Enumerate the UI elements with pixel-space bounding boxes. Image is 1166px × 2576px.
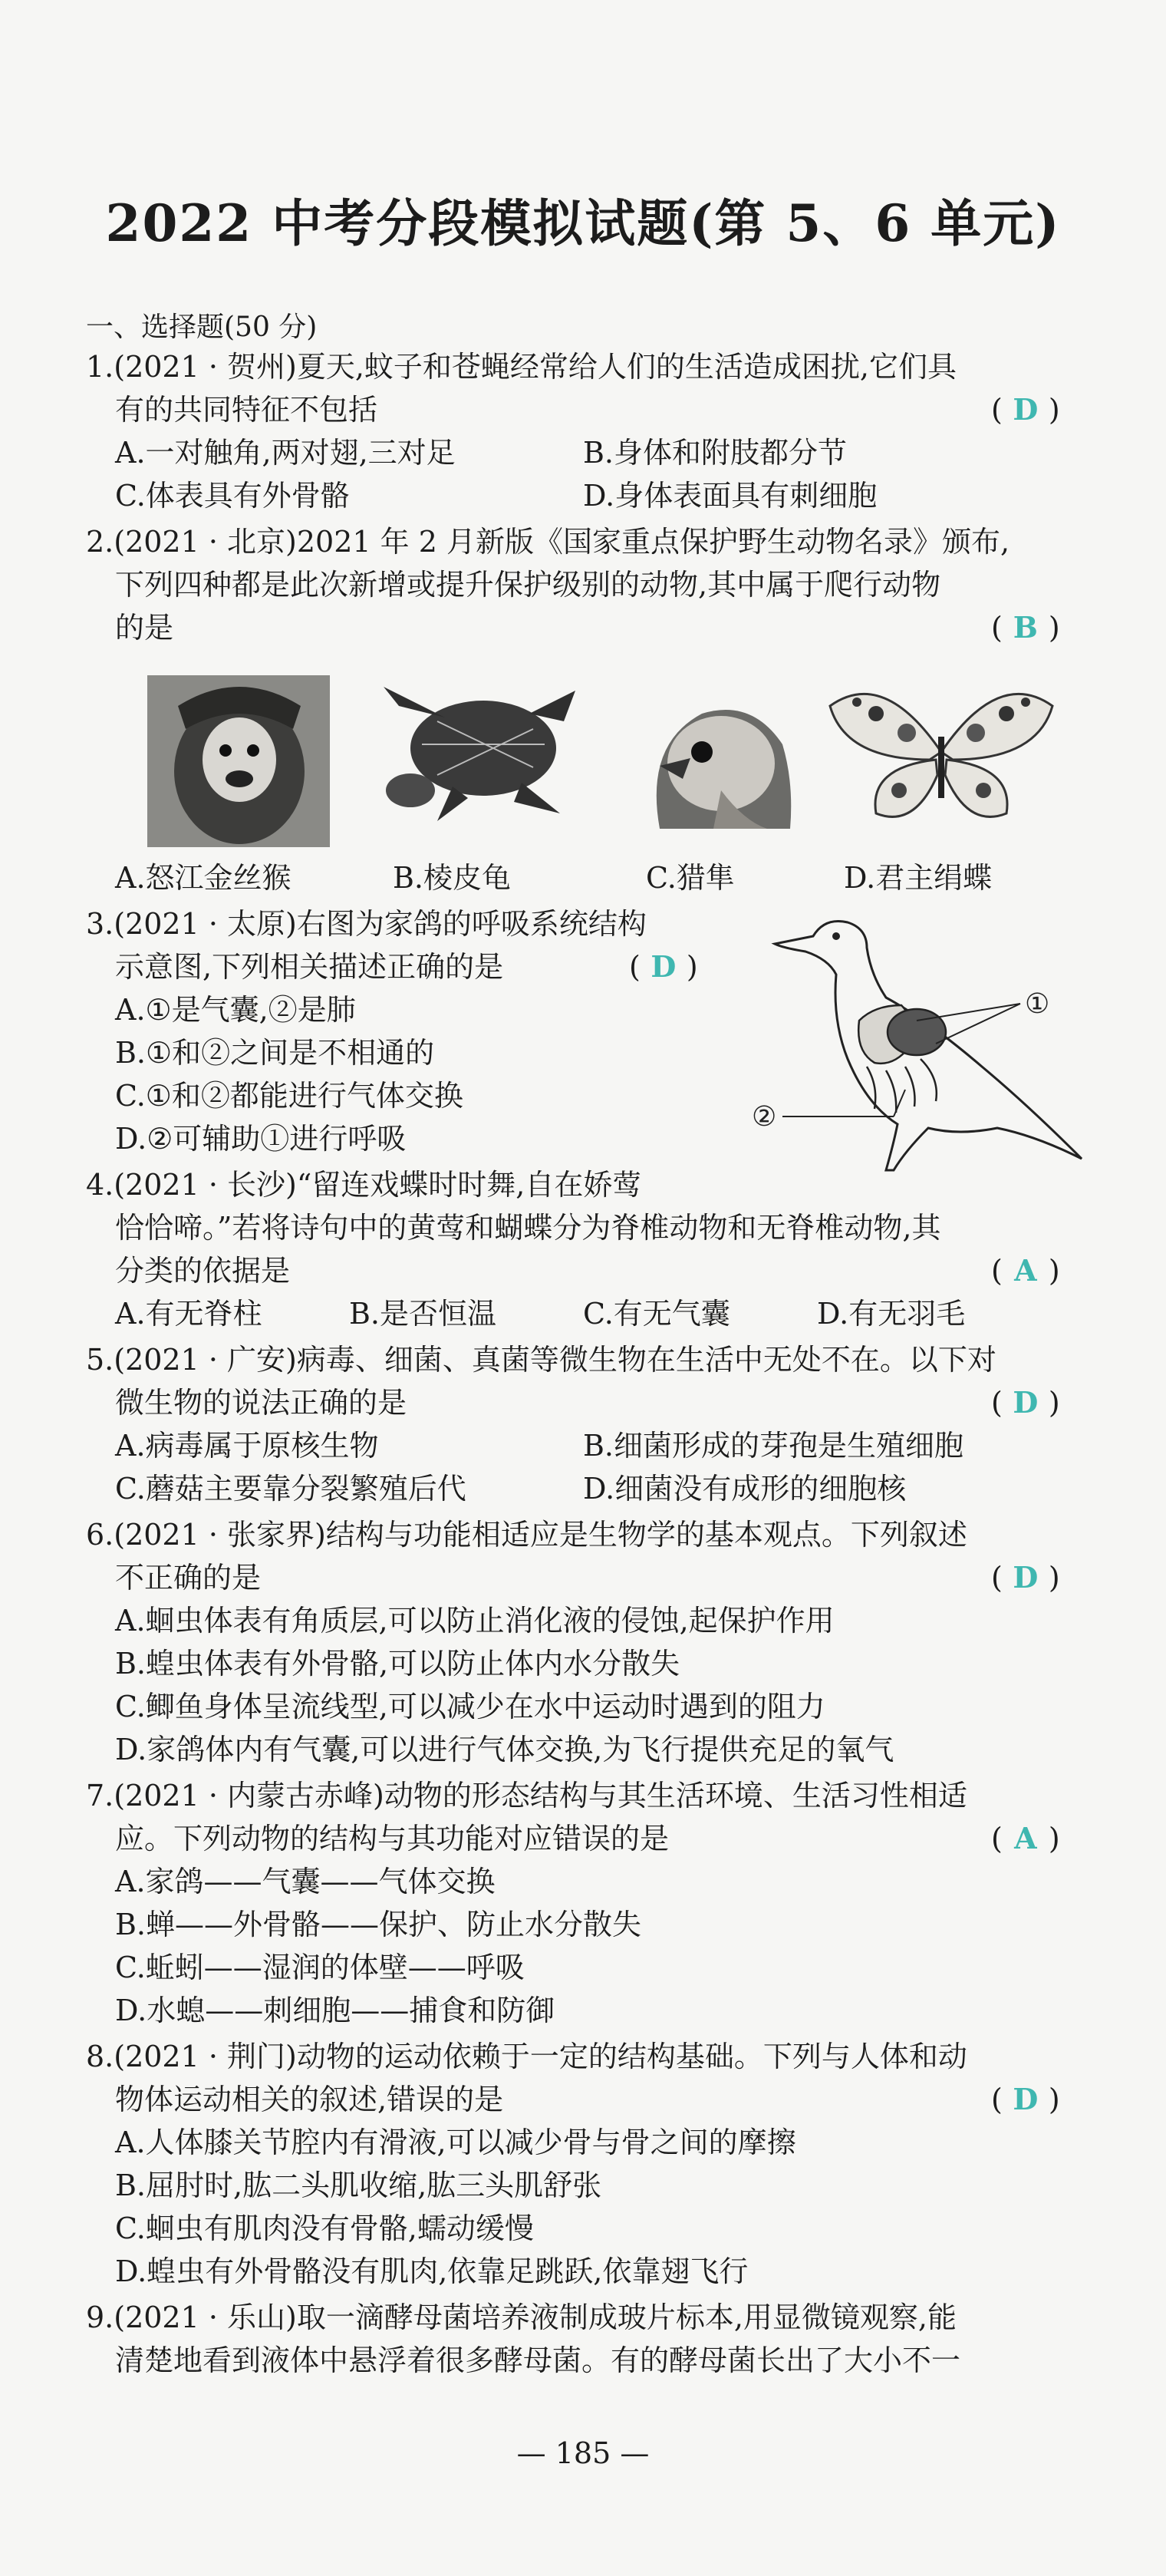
caption-falcon: C.猎隼 [646, 861, 735, 895]
q8-stem-2: 物体运动相关的叙述,错误的是 [115, 2083, 504, 2116]
q6-stem-1: 6.(2021 · 张家界)结构与功能相适应是生物学的基本观点。下列叙述 [86, 1518, 967, 1552]
q6-option-d: D.家鸽体内有气囊,可以进行气体交换,为飞行提供充足的氧气 [115, 1733, 894, 1766]
q7-stem-2: 应。下列动物的结构与其功能对应错误的是 [115, 1822, 670, 1855]
q4-option-b: B.是否恒温 [349, 1297, 497, 1331]
falcon-image [629, 675, 805, 836]
q5-option-c: C.蘑菇主要靠分裂繁殖后代 [115, 1472, 466, 1506]
q5-option-a: A.病毒属于原核生物 [115, 1429, 379, 1463]
golden-monkey-image [147, 675, 330, 847]
q1-option-d: D.身体表面具有刺细胞 [583, 479, 878, 513]
q7-stem-1: 7.(2021 · 内蒙古赤峰)动物的形态结构与其生活环境、生活习性相适 [86, 1779, 967, 1812]
caption-leatherback-turtle: B.棱皮龟 [393, 861, 512, 895]
caption-golden-monkey: A.怒江金丝猴 [115, 861, 292, 895]
q4-answer: ( A ) [991, 1253, 1060, 1288]
page-number: — 185 — [516, 2436, 650, 2470]
q6-option-a: A.蛔虫体表有角质层,可以防止消化液的侵蚀,起保护作用 [115, 1604, 835, 1638]
q6-option-b: B.蝗虫体表有外骨骼,可以防止体内水分散失 [115, 1647, 680, 1681]
q8-option-d: D.蝗虫有外骨骼没有肌肉,依靠足跳跃,依靠翅飞行 [115, 2254, 749, 2288]
q7-option-d: D.水螅——刺细胞——捕食和防御 [115, 1994, 555, 2027]
q1-option-a: A.一对触角,两对翅,三对足 [115, 436, 456, 470]
q1-stem-2: 有的共同特征不包括 [115, 393, 378, 427]
q4-option-c: C.有无气囊 [583, 1297, 730, 1331]
q5-stem-2: 微生物的说法正确的是 [115, 1386, 407, 1420]
q7-option-c: C.蚯蚓——湿润的体壁——呼吸 [115, 1951, 525, 1984]
section-heading: 一、选择题(50 分) [86, 312, 318, 343]
q2-stem-1: 2.(2021 · 北京)2021 年 2 月新版《国家重点保护野生动物名录》颁布, [86, 525, 1010, 559]
q4-stem-1: 4.(2021 · 长沙)“留连戏蝶时时舞,自在娇莺 [86, 1168, 642, 1202]
q5-answer: ( D ) [991, 1385, 1060, 1420]
q3-stem-1: 3.(2021 · 太原)右图为家鸽的呼吸系统结构 [86, 907, 647, 941]
q3-option-c: C.①和②都能进行气体交换 [115, 1079, 463, 1113]
q6-answer: ( D ) [991, 1560, 1060, 1595]
pigeon-respiratory-diagram [752, 905, 1089, 1174]
leatherback-turtle-image [368, 675, 583, 829]
q8-option-a: A.人体膝关节腔内有滑液,可以减少骨与骨之间的摩擦 [115, 2126, 796, 2159]
label-circle-1: ① [1025, 988, 1050, 1020]
q2-stem-3: 的是 [115, 611, 174, 645]
q8-option-b: B.屈肘时,肱二头肌收缩,肱三头肌舒张 [115, 2169, 602, 2202]
q7-answer: ( A ) [991, 1821, 1060, 1855]
q5-option-b: B.细菌形成的芽孢是生殖细胞 [583, 1429, 964, 1463]
q4-stem-2: 恰恰啼。”若将诗句中的黄莺和蝴蝶分为脊椎动物和无脊椎动物,其 [115, 1211, 941, 1245]
q2-stem-2: 下列四种都是此次新增或提升保护级别的动物,其中属于爬行动物 [115, 568, 941, 602]
q4-stem-3: 分类的依据是 [115, 1254, 291, 1288]
q3-option-d: D.②可辅助①进行呼吸 [115, 1122, 407, 1156]
q7-option-b: B.蝉——外骨骼——保护、防止水分散失 [115, 1908, 642, 1941]
q6-stem-2: 不正确的是 [115, 1561, 262, 1595]
page-title: 2022 中考分段模拟试题(第 5、6 单元) [105, 193, 1061, 253]
q8-answer: ( D ) [991, 2082, 1060, 2116]
q6-option-c: C.鲫鱼身体呈流线型,可以减少在水中运动时遇到的阻力 [115, 1690, 825, 1723]
q3-option-a: A.①是气囊,②是肺 [115, 993, 356, 1027]
q3-answer: ( D ) [629, 949, 698, 984]
q7-option-a: A.家鸽——气囊——气体交换 [115, 1865, 496, 1898]
q5-option-d: D.细菌没有成形的细胞核 [583, 1472, 907, 1506]
q8-stem-1: 8.(2021 · 荆门)动物的运动依赖于一定的结构基础。下列与人体和动 [86, 2040, 967, 2073]
q1-stem-1: 1.(2021 · 贺州)夏天,蚊子和苍蝇经常给人们的生活造成困扰,它们具 [86, 350, 957, 384]
q1-option-b: B.身体和附肢都分节 [583, 436, 848, 470]
caption-butterfly: D.君主绢蝶 [844, 861, 993, 895]
label-circle-2: ② [752, 1101, 777, 1133]
q9-stem-2: 清楚地看到液体中悬浮着很多酵母菌。有的酵母菌长出了大小不一 [115, 2343, 961, 2377]
q8-option-c: C.蛔虫有肌肉没有骨骼,蠕动缓慢 [115, 2212, 534, 2245]
q3-option-b: B.①和②之间是不相通的 [115, 1036, 435, 1070]
butterfly-image [822, 675, 1060, 836]
q9-stem-1: 9.(2021 · 乐山)取一滴酵母菌培养液制成玻片标本,用显微镜观察,能 [86, 2301, 957, 2334]
q1-option-c: C.体表具有外骨骼 [115, 479, 350, 513]
q3-stem-2: 示意图,下列相关描述正确的是 [115, 950, 504, 984]
q2-answer: ( B ) [991, 610, 1060, 645]
q5-stem-1: 5.(2021 · 广安)病毒、细菌、真菌等微生物在生活中无处不在。以下对 [86, 1343, 996, 1377]
q4-option-d: D.有无羽毛 [817, 1297, 966, 1331]
q4-option-a: A.有无脊柱 [115, 1297, 262, 1331]
q1-answer: ( D ) [991, 392, 1060, 427]
